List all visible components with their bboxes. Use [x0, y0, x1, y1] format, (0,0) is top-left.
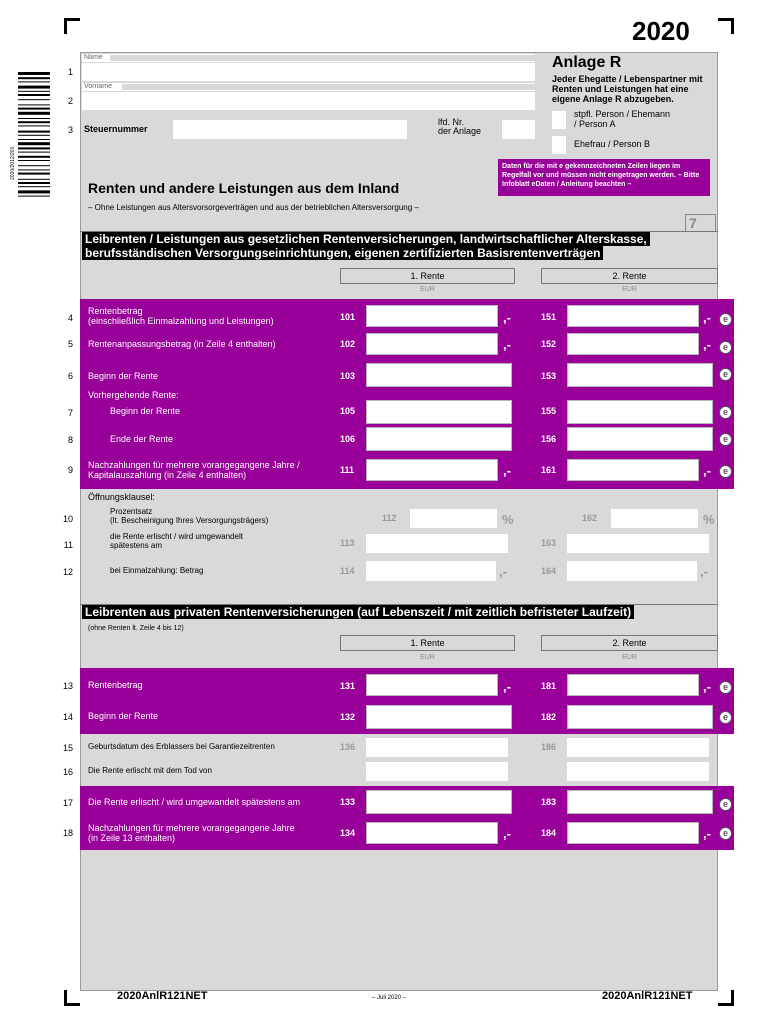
edata-icon: e [719, 681, 732, 694]
code-153: 153 [541, 371, 557, 381]
field-102[interactable] [366, 333, 498, 355]
line-number-4: 4 [67, 313, 73, 323]
name-label-shade [110, 55, 535, 61]
field-156[interactable] [567, 427, 713, 451]
form-subtitle: – Ohne Leistungen aus Altersvorsorgeverträgen und aus der betrieblichen Altersversorgung – [88, 203, 419, 212]
field-103[interactable] [366, 363, 512, 387]
line-number-11: 11 [63, 540, 73, 550]
code-106: 106 [340, 434, 356, 444]
anlage-title: Anlage R [552, 54, 622, 71]
row15-label: Geburtsdatum des Erblassers bei Garantiezeitrenten [88, 742, 275, 751]
code-152: 152 [541, 339, 557, 349]
row12-label: bei Einmalzahlung: Betrag [110, 566, 204, 575]
barcode [18, 72, 50, 258]
field-132[interactable] [366, 705, 512, 729]
code-162: 162 [582, 513, 598, 523]
line-number-15: 15 [62, 743, 73, 753]
field-131[interactable] [366, 674, 498, 696]
row7-label: Beginn der Rente [110, 406, 181, 416]
field-16-rente2[interactable] [567, 762, 709, 781]
section1-col1-currency: EUR [420, 286, 435, 293]
code-111: 111 [340, 465, 355, 475]
percent-112: % [502, 512, 514, 527]
code-151: 151 [541, 312, 557, 322]
code-164: 164 [541, 566, 557, 576]
line-number-6: 6 [67, 371, 73, 381]
edata-icon: e [719, 827, 732, 840]
vorname-field[interactable] [82, 92, 535, 110]
row14-label: Beginn der Rente [88, 711, 159, 721]
person-a-label: stpfl. Person / Ehemann / Person A [574, 109, 671, 129]
comma-dash-151: ,- [703, 310, 711, 325]
field-182[interactable] [567, 705, 713, 729]
field-151[interactable] [567, 305, 699, 327]
line-number-7: 7 [67, 408, 73, 418]
section2-col2-currency: EUR [622, 654, 637, 661]
code-113: 113 [340, 538, 355, 548]
anlage-subtitle: Jeder Ehegatte / Lebenspartner mit Renten und Leistungen hat eine eigene Anlage R abzugeben. [552, 74, 703, 104]
field-114[interactable] [366, 561, 496, 581]
section2-note: (ohne Renten lt. Zeile 4 bis 12) [88, 625, 184, 632]
edata-icon: e [719, 798, 732, 811]
edata-icon: e [719, 406, 732, 419]
row17-label: Die Rente erlischt / wird umgewandelt spätestens am [88, 797, 301, 807]
field-101[interactable] [366, 305, 498, 327]
vorhergehende-rente-label: Vorhergehende Rente: [88, 390, 179, 400]
field-162[interactable] [611, 509, 698, 528]
line-number-9: 9 [67, 465, 73, 475]
code-112: 112 [382, 513, 397, 523]
line-number-10: 10 [62, 514, 73, 524]
name-field[interactable] [82, 63, 535, 81]
field-112[interactable] [410, 509, 497, 528]
barcode-text: 2020/2012/201 [10, 146, 16, 180]
percent-162: % [703, 512, 715, 527]
field-152[interactable] [567, 333, 699, 355]
field-181[interactable] [567, 674, 699, 696]
person-b-label: Ehefrau / Person B [574, 139, 651, 149]
section1-divider [80, 231, 718, 232]
field-155[interactable] [567, 400, 713, 424]
comma-dash-161: ,- [703, 463, 711, 478]
field-164[interactable] [567, 561, 697, 581]
row9-label: Nachzahlungen für mehrere vorangegangene Jahre / Kapitalauszahlung (in Zeile 4 enthalten) [88, 460, 300, 480]
field-105[interactable] [366, 400, 512, 424]
code-131: 131 [340, 681, 356, 691]
field-111[interactable] [366, 459, 498, 481]
line-number-13: 13 [62, 681, 73, 691]
field-16-rente1[interactable] [366, 762, 508, 781]
code-155: 155 [541, 406, 557, 416]
year-label: 2020 [632, 16, 690, 46]
row6-label: Beginn der Rente [88, 371, 159, 381]
code-183: 183 [541, 797, 557, 807]
comma-dash-102: ,- [503, 337, 511, 352]
comma-dash-181: ,- [703, 679, 711, 694]
section1-col1-header: 1. Rente [340, 268, 515, 284]
code-136: 136 [340, 742, 356, 752]
corner-mark-top-left [64, 18, 80, 34]
corner-mark-top-right [718, 18, 734, 34]
comma-dash-111: ,- [503, 463, 511, 478]
code-134: 134 [340, 828, 356, 838]
section2-col2-header: 2. Rente [541, 635, 718, 651]
row16-label: Die Rente erlischt mit dem Tod von [88, 766, 212, 775]
edata-icon: e [719, 341, 732, 354]
code-182: 182 [541, 712, 557, 722]
form-title: Renten und andere Leistungen aus dem Inland [88, 180, 400, 196]
field-134[interactable] [366, 822, 498, 844]
person-a-checkbox[interactable] [552, 111, 566, 129]
line-number-5: 5 [67, 339, 73, 349]
code-105: 105 [340, 406, 356, 416]
edata-icon: e [719, 465, 732, 478]
edata-icon: e [719, 711, 732, 724]
code-184: 184 [541, 828, 557, 838]
line-number-18: 18 [62, 828, 73, 838]
comma-dash-164: ,- [700, 564, 708, 579]
field-183[interactable] [567, 790, 713, 814]
field-186[interactable] [567, 738, 709, 757]
code-101: 101 [340, 312, 356, 322]
row18-label: Nachzahlungen für mehrere vorangegangene Jahre (in Zeile 13 enthalten) [88, 823, 295, 843]
field-153[interactable] [567, 363, 713, 387]
code-102: 102 [340, 339, 356, 349]
code-186: 186 [541, 742, 557, 752]
row8-label: Ende der Rente [110, 434, 174, 444]
comma-dash-114: ,- [499, 564, 507, 579]
steuernummer-field[interactable] [173, 120, 407, 139]
section2-col1-currency: EUR [420, 654, 435, 661]
oeffnungsklausel-label: Öffnungsklausel: [88, 492, 155, 502]
row5-label: Rentenanpassungsbetrag (in Zeile 4 enthalten) [88, 339, 276, 349]
line-number-1: 1 [67, 67, 73, 77]
footer-left-code: 2020AnlR121NET [117, 990, 208, 1002]
row11-label: die Rente erlischt / wird umgewandelt spätestens am [110, 532, 243, 550]
corner-mark-bottom-right [718, 990, 734, 1006]
box-number: 7 [685, 214, 716, 232]
comma-dash-131: ,- [503, 679, 511, 694]
section1-title-line2: berufsständischen Versorgungseinrichtungen, eigenen zertifizierten Basisrentenverträgen [82, 246, 603, 260]
name-label: Name [84, 54, 103, 61]
field-106[interactable] [366, 427, 512, 451]
line-number-16: 16 [62, 767, 73, 777]
line-number-8: 8 [67, 435, 73, 445]
section1-title-line1: Leibrenten / Leistungen aus gesetzlichen Rentenversicherungen, landwirtschaftlicher Alterskasse, [82, 232, 650, 246]
steuernummer-label: Steuernummer [84, 124, 148, 134]
field-161[interactable] [567, 459, 699, 481]
code-163: 163 [541, 538, 557, 548]
field-136[interactable] [366, 738, 508, 757]
comma-dash-101: ,- [503, 310, 511, 325]
code-161: 161 [541, 465, 557, 475]
comma-dash-184: ,- [703, 826, 711, 841]
section2-title: Leibrenten aus privaten Rentenversicherungen (auf Lebenszeit / mit zeitlich befristeter Laufzeit) [82, 605, 634, 619]
code-181: 181 [541, 681, 557, 691]
comma-dash-134: ,- [503, 826, 511, 841]
field-133[interactable] [366, 790, 512, 814]
code-156: 156 [541, 434, 557, 444]
row4-label: Rentenbetrag (einschließlich Einmalzahlung und Leistungen) [88, 306, 274, 326]
person-b-checkbox[interactable] [552, 136, 566, 154]
field-113[interactable] [366, 534, 508, 553]
line-number-17: 17 [62, 798, 73, 808]
lfd-nr-field[interactable] [502, 120, 535, 139]
edata-icon: e [719, 368, 732, 381]
line-number-2: 2 [67, 96, 73, 106]
footer-right-code: 2020AnlR121NET [602, 990, 693, 1002]
row13-label: Rentenbetrag [88, 680, 143, 690]
lfd-nr-label: lfd. Nr. der Anlage [438, 117, 482, 136]
code-103: 103 [340, 371, 356, 381]
corner-mark-bottom-left [64, 990, 80, 1006]
line-number-3: 3 [67, 125, 73, 135]
footer-center: – Juli 2020 – [372, 995, 407, 1001]
section2-col1-header: 1. Rente [340, 635, 515, 651]
field-184[interactable] [567, 822, 699, 844]
vorname-label: Vorname [84, 83, 113, 90]
line-number-12: 12 [62, 567, 73, 577]
section1-col2-header: 2. Rente [541, 268, 718, 284]
edata-icon: e [719, 433, 732, 446]
comma-dash-152: ,- [703, 337, 711, 352]
code-133: 133 [340, 797, 356, 807]
line-number-14: 14 [62, 712, 73, 722]
edaten-notice-text: Daten für die mit e gekennzeichneten Zeilen liegen im Regelfall vor und müssen nicht eingetragen werden. – Bitte Infoblatt eDaten / Anleitung beachten – [502, 163, 700, 188]
code-114: 114 [340, 566, 355, 576]
code-132: 132 [340, 712, 356, 722]
edata-icon: e [719, 313, 732, 326]
row10-label: Prozentsatz (lt. Bescheinigung Ihres Versorgungsträgers) [110, 507, 269, 525]
section1-col2-currency: EUR [622, 286, 637, 293]
field-163[interactable] [567, 534, 709, 553]
vorname-label-shade [122, 84, 535, 90]
